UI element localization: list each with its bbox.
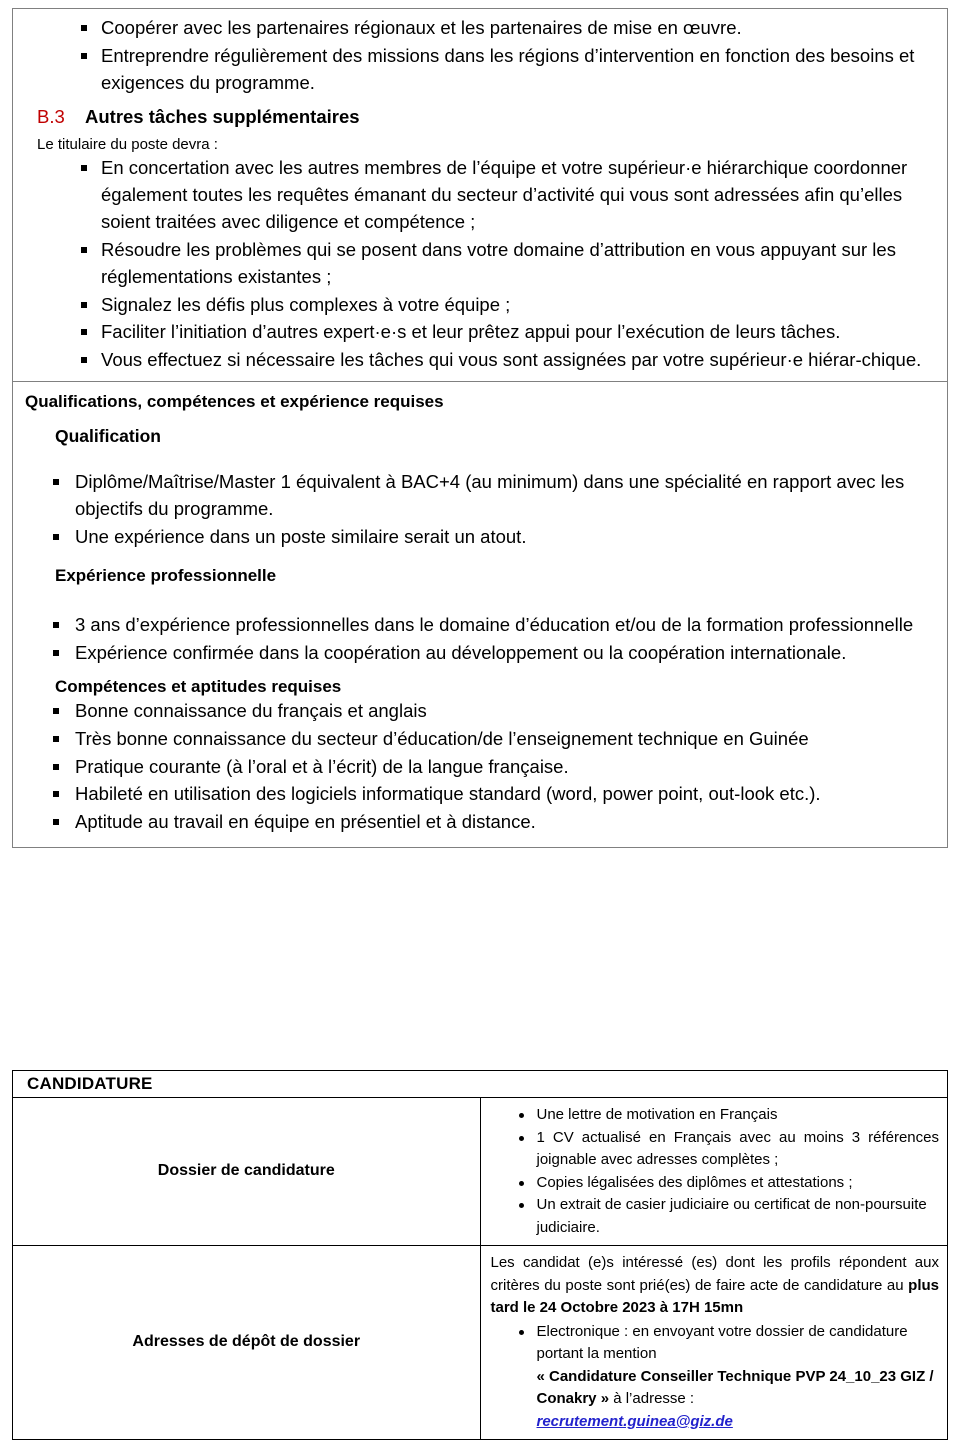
task-bullet-list <box>23 155 937 374</box>
list-item <box>491 1321 940 1434</box>
list-item: Pratique courante (à l’oral et à l’écrit) de la langue française. <box>23 754 937 781</box>
row-body-dossier <box>480 1098 948 1246</box>
adresses-bullet-list <box>491 1321 940 1434</box>
address-suffix-text: à l’adresse : <box>609 1390 695 1407</box>
list-item: Copies légalisées des diplômes et attestations ; <box>491 1172 940 1195</box>
electronic-submission-text: Electronique : en envoyant votre dossier de candidature portant la mention <box>536 1322 908 1362</box>
list-item: En concertation avec les autres membres de l’équipe et votre supérieur·e hiérarchique coordonner également toutes les requêtes émanant du secteur d’activité qui vous sont adressées afin qu’elles soient traitées avec diligence et compétence ; <box>23 155 937 235</box>
table-row <box>13 1098 948 1246</box>
heading-b3 <box>23 106 937 128</box>
list-item: Une lettre de motivation en Français <box>491 1104 940 1127</box>
table-row <box>13 1071 948 1098</box>
heading-b3-number: B.3 <box>37 106 65 128</box>
main-content-block <box>12 8 948 848</box>
experience-bullet-list <box>23 612 937 667</box>
dossier-bullet-list <box>491 1104 940 1239</box>
list-item: Aptitude au travail en équipe en présentiel et à distance. <box>23 809 937 836</box>
lead-in-text: Le titulaire du poste devra : <box>37 136 218 154</box>
list-item: Diplôme/Maîtrise/Master 1 équivalent à BAC+4 (au minimum) dans une spécialité en rapport avec les objectifs du programme. <box>23 469 937 523</box>
list-item: Habileté en utilisation des logiciels informatique standard (word, power point, out-look etc.). <box>23 781 937 808</box>
row-body-adresses <box>480 1246 948 1440</box>
list-item: Un extrait de casier judiciaire ou certificat de non-poursuite judiciaire. <box>491 1194 940 1239</box>
list-item: Signalez les défis plus complexes à votre équipe ; <box>23 292 937 319</box>
list-item: Coopérer avec les partenaires régionaux et les partenaires de mise en œuvre. <box>23 15 937 42</box>
list-item: Une expérience dans un poste similaire serait un atout. <box>23 524 937 551</box>
table-row <box>13 1246 948 1440</box>
deadline-date: plus tard le 24 Octobre 2023 à 17H 15mn <box>490 1276 939 1316</box>
list-item: 1 CV actualisé en Français avec au moins 3 références joignable avec adresses complètes ; <box>491 1127 940 1172</box>
candidature-header-cell: CANDIDATURE <box>13 1071 948 1098</box>
list-item: Faciliter l’initiation d’autres expert·e·s et leur prêtez appui pour l’exécution de leurs tâches. <box>23 319 937 346</box>
section-tasks <box>13 9 947 382</box>
list-item: Expérience confirmée dans la coopération au développement ou la coopération internationale. <box>23 640 937 667</box>
spacer <box>23 592 937 612</box>
heading-b3-text: Autres tâches supplémentaires <box>85 106 360 128</box>
list-item: Résoudre les problèmes qui se posent dans votre domaine d’attribution en vous appuyant sur les réglementations existantes ; <box>23 237 937 291</box>
application-reference-label: « Candidature Conseiller Technique PVP 24_10_23 GIZ / Conakry » <box>536 1367 934 1407</box>
section-qualifications <box>13 382 947 847</box>
list-item: Très bonne connaissance du secteur d’éducation/de l’enseignement technique en Guinée <box>23 726 937 753</box>
list-item: Bonne connaissance du français et anglais <box>23 698 937 725</box>
skills-subtitle: Compétences et aptitudes requises <box>55 677 342 696</box>
deadline-intro-text: Les candidat (e)s intéressé (es) dont les profils répondent aux critères du poste sont prié(es) de faire acte de candidature au <box>490 1254 939 1294</box>
row-label-dossier: Dossier de candidature <box>13 1098 481 1246</box>
spacer <box>23 453 937 469</box>
qualification-bullet-list <box>23 469 937 550</box>
experience-subtitle: Expérience professionnelle <box>55 566 277 586</box>
email-link[interactable]: recrutement.guinea@giz.de <box>536 1412 733 1430</box>
top-bullet-list <box>23 15 937 96</box>
candidature-table <box>12 1070 948 1440</box>
skills-bullet-list <box>23 698 937 836</box>
deadline-paragraph <box>491 1252 940 1320</box>
list-item: Entreprendre régulièrement des missions dans les régions d’intervention en fonction des besoins et exigences du programme. <box>23 43 937 97</box>
list-item: 3 ans d’expérience professionnelles dans le domaine d’éducation et/ou de la formation professionnelle <box>23 612 937 639</box>
row-label-adresses: Adresses de dépôt de dossier <box>13 1246 481 1440</box>
qualification-subtitle: Qualification <box>55 425 161 446</box>
list-item: Vous effectuez si nécessaire les tâches qui vous sont assignées par votre supérieur·e hiérar-chique. <box>23 347 937 374</box>
qualifications-title: Qualifications, compétences et expérience requises <box>25 391 444 411</box>
